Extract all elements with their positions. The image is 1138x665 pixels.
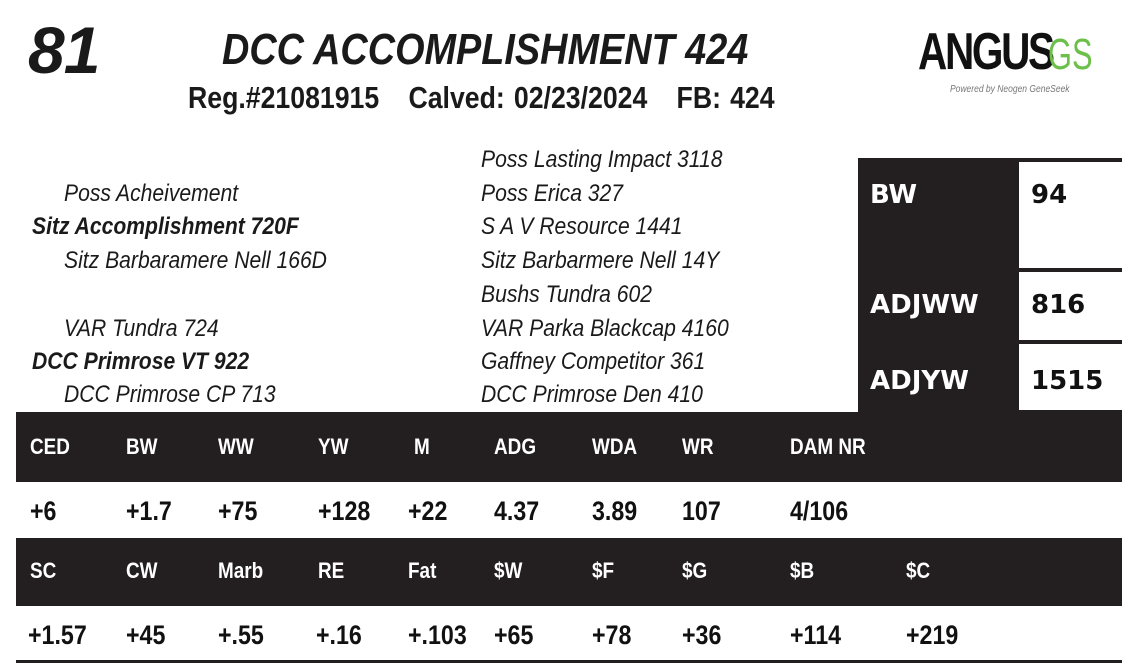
epd-header-g-index: $G bbox=[682, 558, 708, 583]
epd-value-fat: +.103 bbox=[408, 620, 467, 650]
epd-value-sc: +1.57 bbox=[28, 620, 87, 650]
epd-value-c-index: +219 bbox=[906, 620, 959, 650]
epd-value-cw: +45 bbox=[126, 620, 166, 650]
epd-header-bar-2 bbox=[16, 538, 1122, 606]
stat-value-adjww: 816 bbox=[1019, 272, 1122, 340]
epd-header-ced: CED bbox=[30, 434, 70, 459]
animal-name: DCC ACCOMPLISHMENT 424 bbox=[222, 25, 749, 74]
epd-value-f-index: +78 bbox=[592, 620, 632, 650]
epd-value-yw: +128 bbox=[318, 496, 371, 526]
epd-header-yw: YW bbox=[318, 434, 349, 459]
calved-date: Calved: 02/23/2024 bbox=[408, 80, 648, 115]
pedigree-ggp: DCC Primrose Den 410 bbox=[481, 381, 703, 408]
pedigree-ggp: S A V Resource 1441 bbox=[481, 213, 683, 240]
epd-header-wr: WR bbox=[682, 434, 714, 459]
lot-number: 81 bbox=[28, 13, 100, 87]
epd-header-cw: CW bbox=[126, 558, 158, 583]
epd-header-adg: ADG bbox=[494, 434, 537, 459]
epd-header-fat: Fat bbox=[408, 558, 437, 583]
epd-value-ww: +75 bbox=[218, 496, 258, 526]
stat-value-bw: 94 bbox=[1019, 162, 1122, 268]
registration-line bbox=[188, 80, 775, 116]
pedigree-ggp: Poss Lasting Impact 3118 bbox=[481, 146, 723, 173]
epd-value-marb: +.55 bbox=[218, 620, 264, 650]
fb-number: FB: 424 bbox=[676, 80, 775, 115]
pedigree-ggp: Gaffney Competitor 361 bbox=[481, 348, 706, 375]
pedigree-dam-dam: DCC Primrose CP 713 bbox=[64, 381, 276, 408]
pedigree-sire-dam: Sitz Barbaramere Nell 166D bbox=[64, 247, 327, 274]
epd-value-w-index: +65 bbox=[494, 620, 534, 650]
registration-number: Reg.#21081915 bbox=[188, 80, 380, 115]
epd-value-re: +.16 bbox=[316, 620, 362, 650]
epd-value-dam-nr: 4/106 bbox=[790, 496, 849, 526]
epd-header-bw: BW bbox=[126, 434, 158, 459]
epd-header-wda: WDA bbox=[592, 434, 638, 459]
angus-gs-logo bbox=[918, 22, 1110, 102]
logo-angus-text: ANGUS bbox=[918, 23, 1053, 81]
pedigree-ggp: Bushs Tundra 602 bbox=[481, 281, 653, 308]
epd-value-wr: 107 bbox=[682, 496, 721, 526]
epd-header-dam-nr: DAM NR bbox=[790, 434, 866, 459]
stat-label-adjww: ADJWW bbox=[870, 290, 979, 320]
pedigree-dam: DCC Primrose VT 922 bbox=[32, 348, 250, 375]
stat-value-adjyw: 1515 bbox=[1019, 344, 1122, 410]
pedigree-ggp: VAR Parka Blackcap 4160 bbox=[481, 315, 729, 342]
epd-header-c-index: $C bbox=[906, 558, 931, 583]
epd-value-ced: +6 bbox=[30, 496, 57, 526]
logo-tagline: Powered by Neogen GeneSeek bbox=[950, 84, 1070, 95]
epd-header-re: RE bbox=[318, 558, 345, 583]
pedigree-ggp: Sitz Barbarmere Nell 14Y bbox=[481, 247, 720, 274]
stat-label-adjyw: ADJYW bbox=[870, 366, 969, 396]
epd-header-f-index: $F bbox=[592, 558, 615, 583]
bottom-rule bbox=[16, 660, 1122, 663]
epd-header-b-index: $B bbox=[790, 558, 815, 583]
epd-header-bar-1 bbox=[16, 412, 1122, 482]
pedigree-dam-sire: VAR Tundra 724 bbox=[64, 315, 219, 342]
stat-label-bw: BW bbox=[870, 180, 918, 210]
logo-gs-text: GS bbox=[1048, 30, 1093, 79]
epd-value-b-index: +114 bbox=[790, 620, 842, 650]
epd-header-marb: Marb bbox=[218, 558, 264, 583]
epd-value-adg: 4.37 bbox=[494, 496, 540, 526]
pedigree-sire-sire: Poss Acheivement bbox=[64, 180, 239, 207]
epd-value-wda: 3.89 bbox=[592, 496, 638, 526]
epd-header-sc: SC bbox=[30, 558, 57, 583]
epd-header-w-index: $W bbox=[494, 558, 523, 583]
pedigree-ggp: Poss Erica 327 bbox=[481, 180, 624, 207]
epd-value-bw: +1.7 bbox=[126, 496, 172, 526]
epd-value-m: +22 bbox=[408, 496, 448, 526]
epd-header-ww: WW bbox=[218, 434, 254, 459]
pedigree-sire: Sitz Accomplishment 720F bbox=[32, 213, 299, 240]
epd-value-g-index: +36 bbox=[682, 620, 722, 650]
epd-header-m: M bbox=[414, 434, 430, 459]
